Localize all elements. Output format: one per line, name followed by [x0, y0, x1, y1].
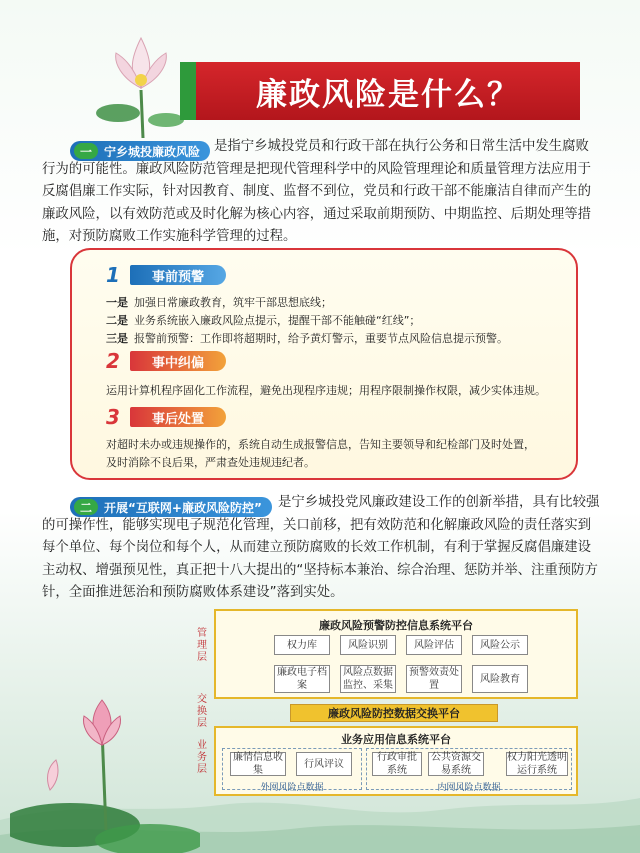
- section1-paragraph: [42, 136, 602, 249]
- lotus-flower-icon: [10, 690, 200, 853]
- inner-network-caption: 内网风险点数据: [437, 783, 501, 793]
- diagram-cell: 廉情信息收集: [230, 752, 286, 776]
- platform-exchange: 廉政风险防控数据交换平台: [290, 704, 498, 722]
- diagram-cell: 权力阳光透明运行系统: [507, 752, 567, 776]
- section2-text: 是宁乡城投党风廉政建设工作的创新举措，具有比较强的可操作性，能够实现电子规范化管理，关口前移，把有效防范和化解廉政风险的责任落实到每个单位、每个岗位和每个人，从而建立预防腐败的长效工作机制，有利于掌握反腐倡廉建设主动权、增强预见性，真正把十八大提出的“坚持标本兼治、综合治理、惩防并举、注重预防方针，全面推进惩治和预防腐败体系建设”落到实处。: [42, 495, 600, 600]
- diagram-cell: 权力库: [274, 635, 330, 655]
- section1-text: 是指宁乡城投党员和行政干部在执行公务和日常生活中发生腐败行为的可能性。廉政风险防范管理是把现代管理科学中的风险管理理论和质量管理方法应用于反腐倡廉工作实际，针对因教育、制度、监督不到位，党员和行政干部不能廉洁自律而产生的廉政风险，以有效防范或及时化解为核心内容，通过采取前期预防、中期监控、后期处理等措施，对预防腐败工作实施科学管理的过程。: [42, 139, 592, 244]
- layer-label-management: 管理层: [197, 628, 207, 663]
- diagram-cell: 风险评估: [406, 635, 462, 655]
- diagram-cell: 风险公示: [472, 635, 528, 655]
- stage3-line-1: 对超时未办或违规操作的，系统自动生成报警信息，告知主要领导和纪检部门及时处置，: [106, 438, 535, 451]
- measures-box: [70, 248, 578, 480]
- stage1-header: [102, 264, 226, 286]
- page-title: 廉政风险是什么？: [256, 76, 520, 113]
- stage1-label: 事前预警: [130, 265, 226, 285]
- diagram-cell: 公共资源交易系统: [428, 752, 484, 776]
- stage3-header: [102, 406, 226, 428]
- diagram-cell: 预警效责处置: [406, 665, 462, 693]
- layer-label-exchange: 交换层: [197, 694, 207, 729]
- stage2-header: [102, 350, 226, 372]
- section1-badge-label: 宁乡城投廉政风险: [104, 144, 201, 159]
- lotus-flower-icon: [96, 18, 186, 138]
- platform-management: [214, 609, 578, 699]
- stage1-item-2: 二是 业务系统嵌入廉政风险点提示，提醒干部不能触碰“红线”；: [106, 314, 421, 327]
- stage1-number: 1: [106, 263, 120, 287]
- section2-paragraph: [42, 492, 602, 605]
- diagram-cell: 风险识别: [340, 635, 396, 655]
- stage1-item-3: 三是 报警前预警：工作即将超期时，给予黄灯警示，重要节点风险信息提示预警。: [106, 332, 508, 345]
- outer-network-caption: 外网风险点数据: [260, 783, 324, 793]
- stage2-label: 事中纠偏: [130, 351, 226, 371]
- layer-label-business: 业务层: [197, 740, 207, 775]
- diagram-cell: 风险点数据监控、采集: [340, 665, 396, 693]
- stage3-line-2: 及时消除不良后果，严肃查处违规违纪者。: [106, 456, 315, 469]
- platform-management-title: 廉政风险预警防控信息系统平台: [319, 619, 473, 632]
- stage1-item-1: 一是 加强日常廉政教育，筑牢干部思想底线；: [106, 296, 332, 309]
- diagram-cell: 廉政电子档案: [274, 665, 330, 693]
- diagram-cell: 行风评议: [296, 752, 352, 776]
- stage3-number: 3: [106, 405, 120, 429]
- section1-number: 一: [74, 143, 98, 159]
- platform-business: [214, 726, 578, 796]
- title-banner: [196, 62, 580, 120]
- stage2-number: 2: [106, 349, 120, 373]
- stage2-text: 运用计算机程序固化工作流程，避免出现程序违规；用程序限制操作权限，减少实体违规。: [106, 384, 546, 397]
- stage3-label: 事后处置: [130, 407, 226, 427]
- diagram-cell: 行政审批系统: [372, 752, 422, 776]
- diagram-cell: 风险教育: [472, 665, 528, 693]
- platform-business-title: 业务应用信息系统平台: [341, 733, 451, 746]
- section2-number: 二: [74, 499, 98, 515]
- section2-badge-label: 开展“互联网+廉政风险防控”: [104, 500, 262, 515]
